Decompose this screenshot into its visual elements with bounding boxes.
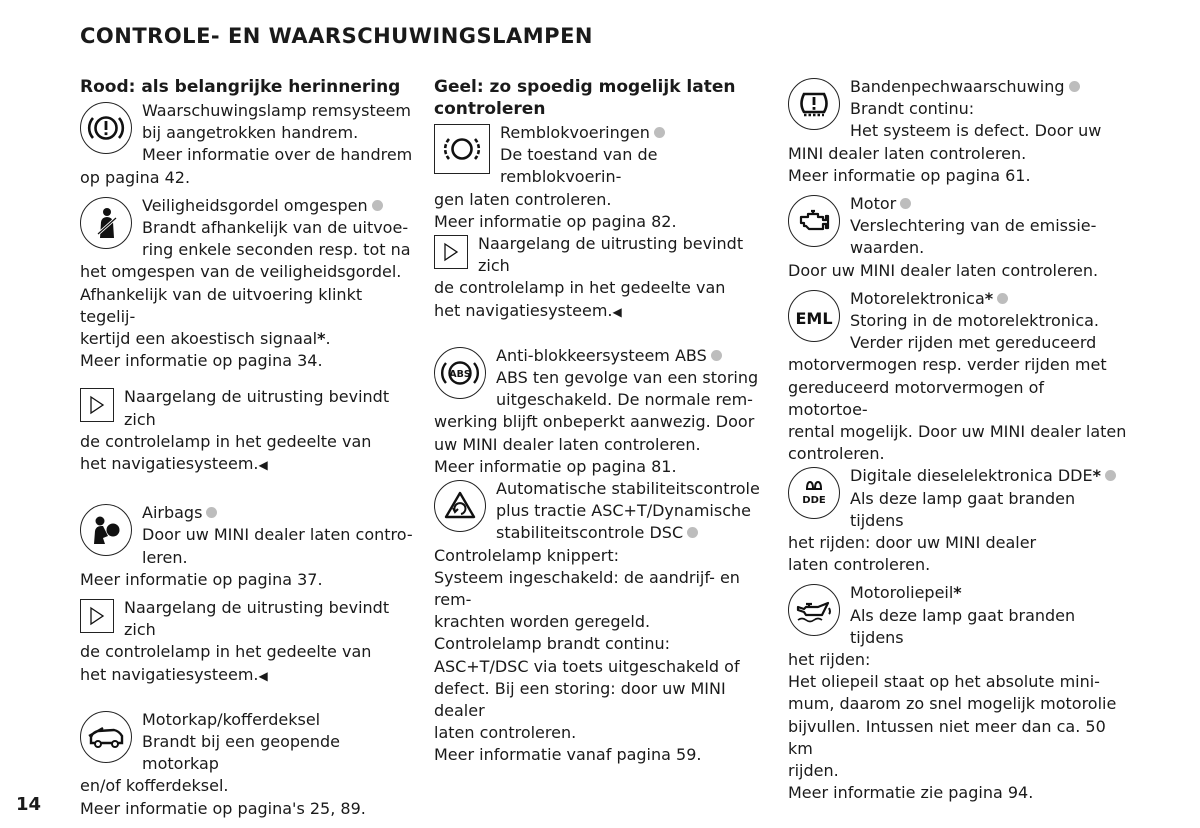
entry-dsc: Automatische stabiliteitscontrole plus tractie ASC+T/Dynamische stabiliteitscontrole DSC Controlelamp knippert: Systeem ingeschakeld: de aandrijf- en rem- krachten worden geregeld. Controlelamp brandt continu: ASC+T/DSC via toets uitgeschakeld of defect. Bij een storing: door uw MINI dealer laten controleren. Meer informatie vanaf pagina 59. — [434, 479, 760, 765]
svg-text:ABS: ABS — [449, 368, 471, 380]
status-dot — [1105, 470, 1116, 481]
airbag-icon — [80, 504, 132, 556]
column-other — [788, 76, 1128, 805]
status-dot — [711, 350, 722, 361]
column-yellow — [434, 76, 774, 767]
note-triangle-icon — [80, 388, 114, 422]
dde-icon — [788, 467, 840, 519]
engine-icon — [788, 195, 840, 247]
seatbelt-icon — [80, 197, 132, 249]
column-red — [80, 76, 420, 820]
dsc-icon — [434, 480, 486, 532]
note-navigation-2: Naargelang de uitrusting bevindt zich de controlelamp in het gedeelte van het navigatiesysteem.◀ — [80, 598, 390, 684]
entry-abs: ABS Anti-blokkeersysteem ABS ABS ten gevolge van een storing uitgeschakeld. De normale rem- werking blijft onbeperkt aanwezig. Door uw MINI dealer laten controleren. Meer informatie op pagina 81. — [434, 345, 759, 476]
tyre-pressure-icon — [788, 78, 840, 130]
section-heading-red: Rood: als belangrijke herinnering — [80, 77, 401, 97]
entry-seatbelt: Veiligheidsgordel omgespen Brandt afhankelijk van de uitvoe- ring enkele seconden resp. tot na het omgespen van de veiligheidsgordel. Afhankelijk van de uitvoering klinkt tegelij- kertijd een akoestisch signaal*. Meer informatie op pagina 34. — [80, 195, 411, 371]
entry-brake-warning: Waarschuwingslamp remsysteem bij aangetrokken handrem. Meer informatie over de handrem op pagina 42. — [80, 101, 413, 187]
abs-icon — [434, 347, 486, 399]
note-triangle-icon — [80, 599, 114, 633]
bonnet-open-icon — [80, 711, 132, 763]
status-dot — [997, 293, 1008, 304]
page-title: CONTROLE- EN WAARSCHUWINGSLAMPEN — [80, 24, 593, 48]
end-marker-icon: ◀ — [612, 304, 622, 319]
svg-text:DDE: DDE — [802, 495, 826, 507]
brake-warning-icon — [80, 102, 132, 154]
section-heading-yellow: Geel: zo spoedig mogelijk laten controleren — [434, 77, 736, 119]
note-triangle-icon — [434, 235, 468, 269]
entry-dde: DDE Digitale dieselelektronica DDE* Als deze lamp gaat branden tijdens het rijden: door uw MINI dealer laten controleren. — [788, 465, 1128, 576]
status-dot — [372, 200, 383, 211]
entry-airbags: Airbags Door uw MINI dealer laten contro- leren. Meer informatie op pagina 37. — [80, 503, 413, 589]
status-dot — [900, 198, 911, 209]
entry-engine: Motor Verslechtering van de emissie- waarden. Door uw MINI dealer laten controleren. — [788, 194, 1099, 280]
entry-eml: EML Motorelektronica* Storing in de motorelektronica. Verder rijden met gereduceerd motorvermogen resp. verder rijden met gereduceerd motorvermogen of motortoe- rental mogelijk. Door uw MINI dealer laten controleren. — [788, 288, 1127, 464]
entry-oil-level: Motoroliepeil* Als deze lamp gaat branden tijdens het rijden: Het oliepeil staat op het absolute mini- mum, daarom zo snel mogelijk motorolie bijvullen. Intussen niet meer dan ca. 50 km rijden. Meer informatie zie pagina 94. — [788, 583, 1117, 803]
end-marker-icon: ◀ — [258, 668, 268, 683]
status-dot — [654, 127, 665, 138]
brake-pad-icon — [434, 124, 490, 174]
page-number: 14 — [16, 794, 42, 815]
svg-text:EML: EML — [795, 308, 833, 328]
entry-bonnet: Motorkap/kofferdeksel Brandt bij een geopende motorkap en/of kofferdeksel. Meer informatie op pagina's 25, 89. — [80, 709, 366, 818]
end-marker-icon: ◀ — [258, 458, 268, 473]
entry-tyre-pressure: Bandenpechwaarschuwing Brandt continu: Het systeem is defect. Door uw MINI dealer laten controleren. Meer informatie op pagina 61. — [788, 77, 1102, 185]
status-dot — [687, 527, 698, 538]
entry-brake-pads: Remblokvoeringen De toestand van de remblokvoerin- gen laten controleren. Meer informatie op pagina 82. — [434, 123, 677, 231]
note-navigation-1: Naargelang de uitrusting bevindt zich de controlelamp in het gedeelte van het navigatiesysteem.◀ — [80, 387, 390, 474]
status-dot — [206, 507, 217, 518]
eml-icon — [788, 290, 840, 342]
oil-can-icon — [788, 584, 840, 636]
status-dot — [1069, 81, 1080, 92]
note-navigation-3: Naargelang de uitrusting bevindt zich de controlelamp in het gedeelte van het navigatiesysteem.◀ — [434, 234, 744, 320]
